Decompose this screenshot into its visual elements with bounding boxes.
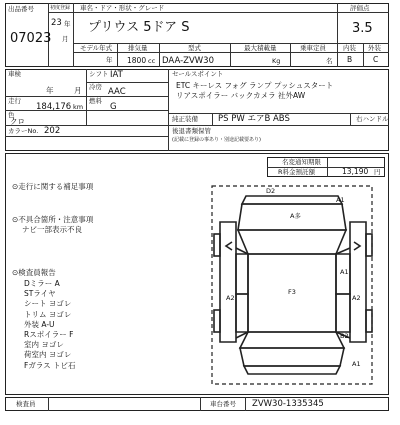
color-label: 色 <box>8 111 15 119</box>
max-load-label: 最大積載量 <box>244 44 277 52</box>
fuel-label: 燃料 <box>89 97 102 105</box>
ac-label: 冷房 <box>89 83 102 91</box>
capacity-label: 乗車定員 <box>300 44 326 52</box>
first-registration-year: 23 <box>51 18 62 28</box>
documents-label: 後退書類保管 <box>172 127 211 135</box>
sales-point-label: セールスポイント <box>172 70 224 78</box>
equipment-label: 純正装備 <box>172 115 198 123</box>
inspector-report-item: Rスポイラー F <box>24 329 74 339</box>
inspector-report-label: ⊙検査員報告 <box>12 268 56 277</box>
sales-point-line-1: ETC キーレス フォグ ランプ プッシュスタート <box>176 81 334 90</box>
inspector-report-item: Fガラス トビ石 <box>24 360 76 370</box>
score-value: 3.5 <box>352 21 373 36</box>
chassis-number: ZVW30-1335345 <box>252 399 324 409</box>
damage-mark-right-rear-quarter: B2 <box>340 332 349 340</box>
damage-mark-right-rear-door: A2 <box>352 294 361 302</box>
damage-mark-hood: A多 <box>290 212 301 220</box>
score-label: 評価点 <box>350 4 370 12</box>
mileage-value: 184,176 <box>36 102 72 112</box>
color-no-value: 202 <box>44 126 61 136</box>
type-label: 型式 <box>188 44 201 52</box>
displacement-label: 排気量 <box>128 44 148 52</box>
lot-label: 出品番号 <box>8 5 34 13</box>
color-no-label: カラーNo. <box>8 127 39 135</box>
exterior-grade: C <box>373 55 379 64</box>
car-name: プリウス 5ドア S <box>88 20 190 35</box>
documents-note: (記載に登録の事あり・別途記載要あり) <box>172 137 261 143</box>
sales-point-line-2: リアスポイラー バックカメラ 社外AW <box>176 91 306 100</box>
recycle-label: R料金預託額 <box>278 168 316 176</box>
inspector-report-item: 室内 ヨゴレ <box>24 340 64 350</box>
handle-value: 右ハンドル <box>356 115 389 123</box>
equipment-value: PS PW エアB ABS <box>218 114 290 124</box>
model-year-label: モデル年式 <box>80 44 113 52</box>
inspector-report-item: 外装 A-U <box>24 319 55 329</box>
inspector-report-list <box>24 280 75 372</box>
inspector-report-item: 荷室内 ヨゴレ <box>24 350 72 360</box>
damage-mark-roof: F3 <box>288 288 296 296</box>
ac-value: AAC <box>108 87 126 97</box>
damage-mark-rear-bumper: A1 <box>352 360 361 368</box>
damage-mark-front-bumper: D2 <box>266 187 276 195</box>
deadline-label: 名変通知期限 <box>282 158 321 166</box>
fuel-value: G <box>110 102 117 112</box>
damage-mark-left-rear-door: A2 <box>226 294 235 302</box>
chassis-label: 車台番号 <box>210 400 236 408</box>
car-damage-diagram <box>206 182 380 390</box>
first-registration-label: 初度登録 <box>50 5 71 11</box>
inspector-report-item: Dミラー A <box>24 279 60 288</box>
inspector-label: 検査員 <box>16 400 36 408</box>
driving-notes-label: ⊙走行に関する補足事項 <box>12 182 94 191</box>
damage-mark-right-front-door: A1 <box>340 268 349 276</box>
inspection-label: 車検 <box>8 70 21 78</box>
defect-notes-text: ナビ一部表示不良 <box>22 225 82 234</box>
mileage-label: 走行 <box>8 97 21 105</box>
shift-label: シフト <box>89 70 109 78</box>
defect-notes-label: ⊙不具合箇所・注意事項 <box>12 215 94 224</box>
lot-number: 07023 <box>10 31 52 46</box>
shift-value: IAT <box>110 70 123 80</box>
inspector-report-item: シート ヨゴレ <box>24 299 72 309</box>
footer-outer <box>5 397 389 411</box>
interior-label: 内装 <box>343 44 356 52</box>
displacement-value: 1800 <box>127 56 147 65</box>
inspector-report-item: トリム ヨゴレ <box>24 309 72 319</box>
inspector-report-item: STライヤ <box>24 289 56 299</box>
recycle-value: 13,190 <box>342 167 369 176</box>
exterior-label: 外装 <box>368 44 381 52</box>
damage-mark-front-right: A1 <box>336 196 345 204</box>
type-value: DAA-ZVW30 <box>162 56 215 66</box>
car-name-label: 車名・ドア・形状・グレード <box>80 4 165 12</box>
interior-grade: B <box>347 55 353 64</box>
color-value: クロ <box>10 117 25 126</box>
